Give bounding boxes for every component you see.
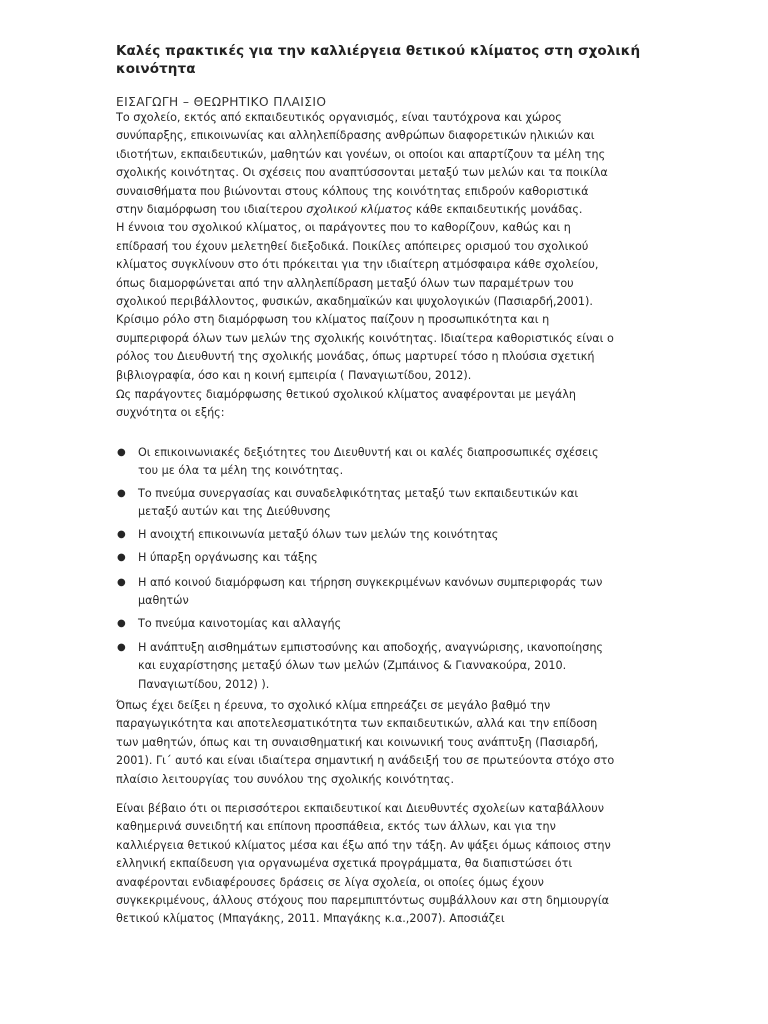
text-span: στην διαμόρφωση του ιδιαίτερου <box>116 203 303 217</box>
bullet-icon: ● <box>117 488 126 499</box>
title-line: κοινότητα <box>116 61 196 77</box>
text-line: επίδρασή του έχουν μελετηθεί διεξοδικά. Ποικίλες απόπειρες ορισμού του σχολικού <box>116 239 589 253</box>
list-item-line: Η ύπαρξη οργάνωσης και τάξης <box>138 551 318 564</box>
title-line: Καλές πρακτικές για την καλλιέργεια θετικού κλίματος στη σχολική <box>116 43 641 59</box>
text-line: συναισθήματα που βιώνονται στους κόλπους της κοινότητας επιδρούν καθοριστικά <box>116 184 589 198</box>
text-line <box>116 892 656 910</box>
text-line: καθημερινά συνειδητή και επίπονη προσπάθεια, εκτός των άλλων, και για την <box>116 820 556 834</box>
text-span: κάθε εκπαιδευτικής μονάδας. <box>412 203 583 217</box>
text-line: Είναι βέβαιο ότι οι περισσότεροι εκπαιδευτικοί και Διευθυντές σχολείων καταβάλλουν <box>116 802 604 815</box>
text-line: ελληνική εκπαίδευση για οργανωμένα σχετικά προγράμματα, θα διαπιστώσει ότι <box>116 857 573 871</box>
closing-paragraph <box>116 800 656 929</box>
text-line: σχολικής κοινότητας. Οι σχέσεις που αναπτύσσονται μεταξύ των μελών και τα ποικίλα <box>116 166 608 180</box>
text-line: παραγωγικότητα και αποτελεσματικότητα των εκπαιδευτικών, αλλά και την επίδοση <box>116 717 598 731</box>
text-line: καλλιέργεια θετικού κλίματος μέσα και έξω από την τάξη. Αν ψάξει όμως κάποιος στην <box>116 838 611 852</box>
research-paragraph <box>116 697 656 789</box>
text-line: συχνότητα οι εξής: <box>116 406 225 420</box>
list-item-line: Η ανοιχτή επικοινωνία μεταξύ όλων των μελών της κοινότητας <box>138 528 499 541</box>
text-line: πλαίσιο λειτουργίας του συνόλου της σχολικής κοινότητας. <box>116 772 455 786</box>
text-line: Κρίσιμο ρόλο στη διαμόρφωση του κλίματος παίζουν η προσωπικότητα και η <box>116 313 550 327</box>
intro-paragraph <box>116 109 656 385</box>
emphasis-text: σχολικού κλίματος <box>306 203 413 217</box>
text-line: Όπως έχει δείξει η έρευνα, το σχολικό κλίμα επηρεάζει σε μεγάλο βαθμό την <box>116 699 551 712</box>
list-item-line: Το πνεύμα καινοτομίας και αλλαγής <box>138 617 342 630</box>
text-line: 2001). Γι΄ αυτό και είναι ιδιαίτερα σημαντική η ανάδειξή του σε πρωτεύοντα στόχο στο <box>116 754 615 768</box>
list-item-line: και ευχαρίστησης μεταξύ όλων των μελών (Ζμπάινος & Γιαννακούρα, 2010. <box>138 659 567 673</box>
text-line: συνύπαρξης, επικοινωνίας και αλληλεπίδρασης ανθρώπων διαφορετικών ηλικιών και <box>116 129 595 143</box>
text-line: σχολικού περιβάλλοντος, φυσικών, ακαδημαϊκών και ψυχολογικών (Πασιαρδή,2001). <box>116 295 593 309</box>
text-span: στη δημιουργία <box>517 894 610 908</box>
text-line: Η έννοια του σχολικού κλίματος, οι παράγοντες που το καθορίζουν, καθώς και η <box>116 221 571 235</box>
text-line: αναφέρονται ενδιαφέρουσες δράσεις σε λίγα σχολεία, οι οποίες όμως έχουν <box>116 875 544 889</box>
bullet-icon: ● <box>117 642 126 653</box>
text-span: συγκεκριμένους, άλλους στόχους που παρεμπιπτόντως συμβάλλουν <box>116 894 497 908</box>
text-line: ρόλος του Διευθυντή της σχολικής μονάδας, όπως μαρτυρεί τόσο η πλούσια σχετική <box>116 350 595 364</box>
text-line <box>116 201 656 219</box>
text-line: όπως διαμορφώνεται από την αλληλεπίδραση μεταξύ όλων των παραμέτρων του <box>116 276 574 290</box>
list-item-line: Η από κοινού διαμόρφωση και τήρηση συγκεκριμένων κανόνων συμπεριφοράς των <box>138 576 603 589</box>
text-line: θετικού κλίματος (Μπαγάκης, 2011. Μπαγάκης κ.α.,2007). Αποσιάζει <box>116 912 505 926</box>
list-item-line: Η ανάπτυξη αισθημάτων εμπιστοσύνης και αποδοχής, αναγνώρισης, ικανοποίησης <box>138 641 603 654</box>
text-line: συμπεριφορά όλων των μελών της σχολικής κοινότητας. Ιδιαίτερα καθοριστικός είναι ο <box>116 331 614 345</box>
bullet-icon: ● <box>117 529 126 540</box>
text-line: Ως παράγοντες διαμόρφωσης θετικού σχολικού κλίματος αναφέρονται με μεγάλη <box>116 388 577 401</box>
bullet-icon: ● <box>117 447 126 458</box>
list-item-line: του με όλα τα μέλη της κοινότητας. <box>138 464 344 478</box>
list-item-line: Οι επικοινωνιακές δεξιότητες του Διευθυντή και οι καλές διαπροσωπικές σχέσεις <box>138 446 599 459</box>
text-line: κλίματος συγκλίνουν στο ότι πρόκειται για την ιδιαίτερη ατμόσφαιρα κάθε σχολείου, <box>116 258 599 272</box>
list-item-line: μεταξύ αυτών και της Διεύθυνσης <box>138 505 331 519</box>
factors-intro-paragraph <box>116 386 656 423</box>
bullet-icon: ● <box>117 552 126 563</box>
section-heading: ΕΙΣΑΓΩΓΗ – ΘΕΩΡΗΤΙΚΟ ΠΛΑΙΣΙΟ <box>116 95 327 109</box>
bullet-icon: ● <box>117 577 126 588</box>
text-line: ιδιοτήτων, εκπαιδευτικών, μαθητών και γονέων, οι οποίοι και απαρτίζουν τα μέλη της <box>116 147 606 161</box>
bullet-icon: ● <box>117 618 126 629</box>
text-line: Το σχολείο, εκτός από εκπαιδευτικός οργανισμός, είναι ταυτόχρονα και χώρος <box>116 111 562 124</box>
document-title <box>116 42 676 78</box>
list-item-line: μαθητών <box>138 594 189 608</box>
text-line: βιβλιογραφία, όσο και η κοινή εμπειρία ( Παναγιωτίδου, 2012). <box>116 368 472 382</box>
emphasis-text: και <box>500 894 518 908</box>
text-line: των μαθητών, όπως και τη συναισθηματική και κοινωνική τους ανάπτυξη (Πασιαρδή, <box>116 735 599 749</box>
list-item-line: Παναγιωτίδου, 2012) ). <box>138 677 270 691</box>
list-item-line: Το πνεύμα συνεργασίας και συναδελφικότητας μεταξύ των εκπαιδευτικών και <box>138 487 579 500</box>
